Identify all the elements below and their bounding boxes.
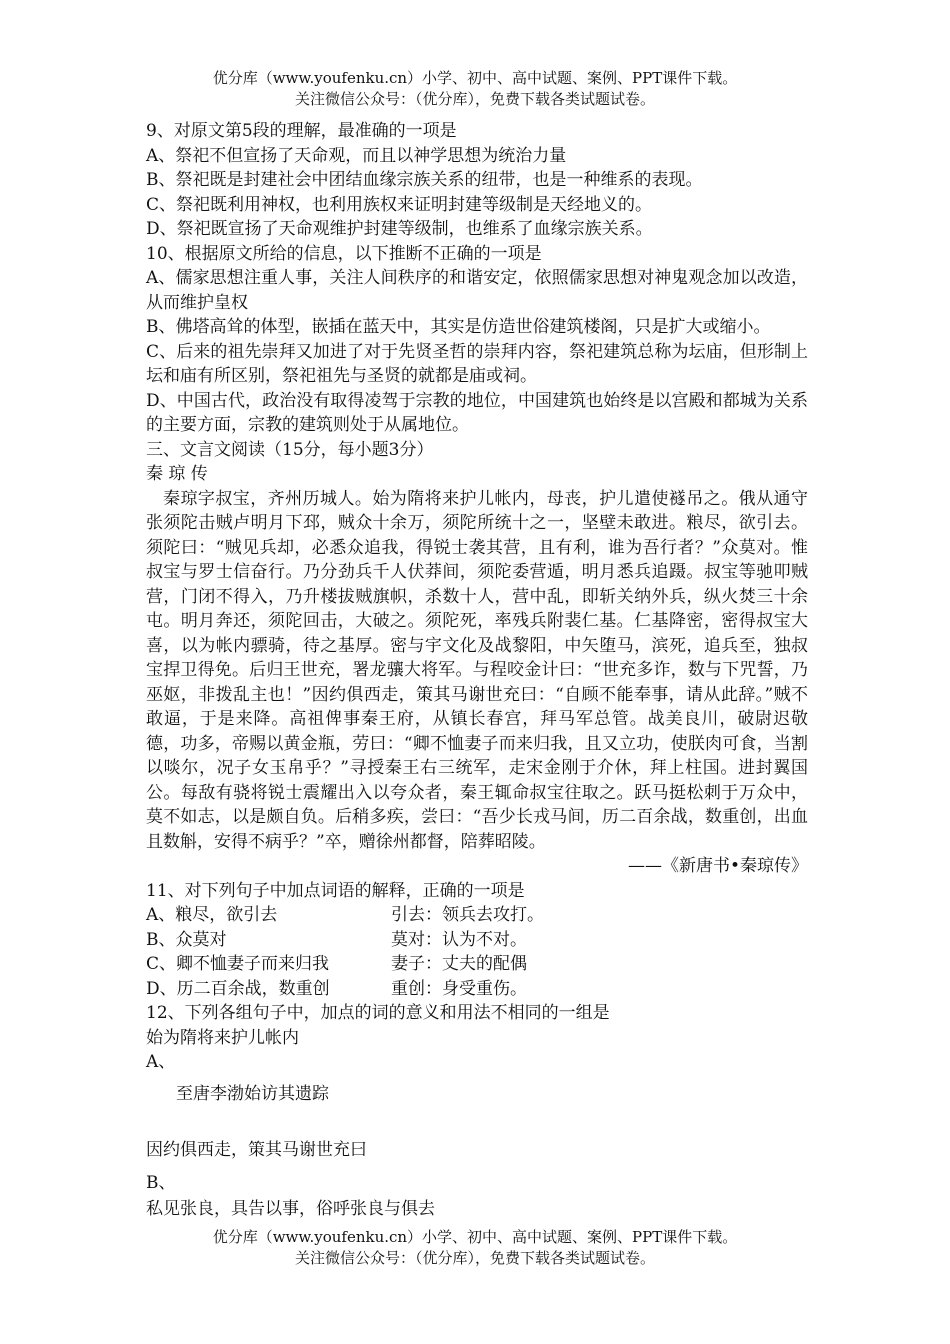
q12-b-sentence-1: 因约俱西走，策其马谢世充曰 — [146, 1140, 367, 1160]
q12-a-sentence-2: 至唐李渤始访其遗踪 — [176, 1083, 329, 1104]
footer-line-2: 关注微信公众号：（优分库），免费下载各类试题试卷。 — [294, 1249, 655, 1267]
q11-sentence-c: C、卿不恤妻子而来归我 — [146, 954, 330, 974]
q12-stem: 12、下列各组句子中，加点的词的意义和用法不相同的一组是 — [146, 1003, 610, 1023]
q10-option-b: B、佛塔高耸的体型，嵌插在蓝天中，其实是仿造世俗建筑楼阁，只是扩大或缩小。 — [146, 317, 771, 337]
passage-title: 秦 琼 传 — [146, 464, 208, 484]
passage-body: 秦琼字叔宝，齐州历城人。始为隋将来护儿帐内，母丧，护儿遣使襚吊之。俄从通守张须陀击贼卢明月下邳，贼众十余万，须陀所统十之一，坚壁未敢进。粮尽，欲引去。须陀曰：“贼见兵却，必悉众追我，得锐士袭其营，且有利，谁为吾行者？”众莫对。惟叔宝与罗士信奋行。乃分劲兵千人伏莽间，须陀委营遁，明月悉兵追蹑。叔宝等驰叩贼营，门闭不得入，乃升楼拔贼旗帜，杀数十人，营中乱，即斩关纳外兵，纵火焚三十余屯。明月奔还，须陀回击，大破之。须陀死，率残兵附裴仁基。仁基降密，密得叔宝大喜，以为帐内骠骑，待之基厚。密与宇文化及战黎阳，中矢堕马，滨死，追兵至，独叔宝捍卫得免。后归王世充，署龙骧大将军。与程咬金计曰：“世充多诈，数与下咒誓，乃巫妪，非拨乱主也！”因约俱西走，策其马谢世充曰：“自顾不能奉事，请从此辞。”贼不敢逼，于是来降。高祖俾事秦王府，从镇长春宫，拜马军总管。战美良川，破尉迟敬德，功多，帝赐以黄金瓶，劳曰：“卿不恤妻子而来归我，且又立功，使朕肉可食，当割以啖尔，况子女玉帛乎？”寻授秦王右三统军，走宋金刚于介休，拜上柱国。进封翼国公。每敌有骁将锐士震耀出入以夸众者，秦王辄命叔宝往取之。跃马挺松刺于万众中，莫不如志，以是颇自负。后稍多疾，尝曰：“吾少长戎马间，历二百余战，数重创，出血且数斛，安得不病乎？”卒，赠徐州都督，陪葬昭陵。 — [146, 488, 808, 852]
q11-gloss-d: 重创：身受重伤。 — [391, 978, 527, 999]
footer-line-1: 优分库（www.youfenku.cn）小学、初中、高中试题、案例、PPT课件下载。 — [212, 1228, 738, 1246]
q9-option-d: D、祭祀既宣扬了天命观维护封建等级制，也维系了血缘宗族关系。 — [146, 219, 653, 239]
spacer — [146, 1106, 808, 1130]
q10-option-c: C、后来的祖先崇拜又加进了对于先贤圣哲的崇拜内容，祭祀建筑总称为坛庙，但形制上坛和庙有所区别，祭祀祖先与圣贤的就都是庙或祠。 — [146, 341, 808, 386]
q12-a-sentence-1: 始为隋将来护儿帐内 — [146, 1027, 299, 1048]
q9-option-a: A、祭祀不但宣扬了天命观，而且以神学思想为统治力量 — [146, 145, 567, 166]
q9-option-c: C、祭祀既利用神权，也利用族权来证明封建等级制是天经地义的。 — [146, 194, 653, 215]
q11-sentence-d: D、历二百余战，数重创 — [146, 978, 330, 999]
q10-option-d: D、中国古代，政治没有取得凌驾于宗教的地位，中国建筑也始终是以宫殿和都城为关系的主要方面，宗教的建筑则处于从属地位。 — [146, 390, 808, 435]
q12-b-sentence-2: 私见张良，具告以事，俗呼张良与俱去 — [146, 1199, 435, 1219]
q11-row-c — [146, 952, 808, 977]
passage-source: ——《新唐书•秦琼传》 — [627, 856, 808, 876]
q11-sentence-a: A、粮尽，欲引去 — [146, 905, 278, 925]
page-content — [146, 119, 808, 1222]
q12-b-label: B、 — [146, 1172, 176, 1193]
q11-row-d — [146, 977, 808, 1002]
q11-gloss-b: 莫对：认为不对。 — [391, 929, 527, 950]
q11-row-a — [146, 903, 808, 928]
header-line-2: 关注微信公众号：（优分库），免费下载各类试题试卷。 — [294, 90, 655, 108]
q11-sentence-b: B、众莫对 — [146, 929, 227, 950]
q9-option-b: B、祭祀既是封建社会中团结血缘宗族关系的纽带，也是一种维系的表现。 — [146, 170, 703, 190]
q11-gloss-a: 引去：领兵去攻打。 — [391, 905, 544, 925]
q10-stem: 10、根据原文所给的信息，以下推断不正确的一项是 — [146, 243, 542, 264]
page-footer — [0, 1227, 950, 1269]
section-heading: 三、文言文阅读（15分，每小题3分） — [146, 439, 434, 460]
q12-a-label: A、 — [146, 1052, 176, 1072]
q11-row-b — [146, 928, 808, 953]
q9-stem: 9、对原文第5段的理解，最准确的一项是 — [146, 121, 457, 141]
page-header — [0, 68, 950, 110]
header-line-1: 优分库（www.youfenku.cn）小学、初中、高中试题、案例、PPT课件下载。 — [212, 69, 738, 87]
q10-option-a: A、儒家思想注重人事，关注人间秩序的和谐安定，依照儒家思想对神鬼观念加以改造，从而维护皇权 — [146, 268, 808, 313]
q11-stem: 11、对下列句子中加点词语的解释，正确的一项是 — [146, 880, 525, 901]
q11-gloss-c: 妻子：丈夫的配偶 — [391, 954, 527, 974]
